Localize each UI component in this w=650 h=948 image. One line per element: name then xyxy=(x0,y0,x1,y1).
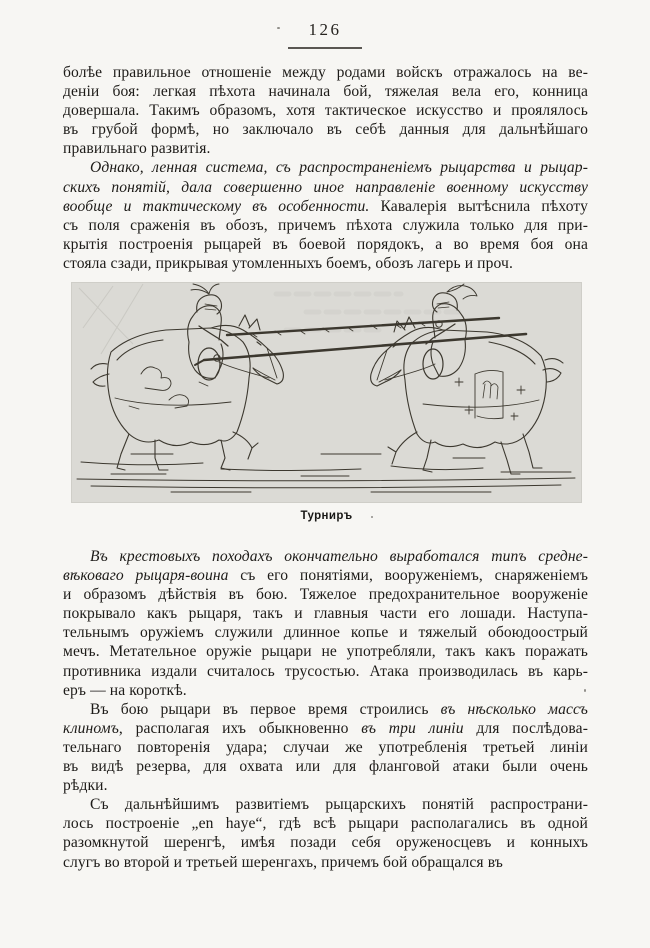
text-line xyxy=(63,63,588,82)
text-line xyxy=(63,642,588,661)
paragraph xyxy=(63,795,588,871)
scan-speck xyxy=(277,27,280,29)
text-segment: съ поля сраженія въ обозъ, причемъ пѣхота служила только для при- xyxy=(63,216,588,234)
text-line xyxy=(63,566,588,585)
text-segment: съ его понятіями, вооруженіемъ, снаряженіемъ xyxy=(228,567,589,585)
body-text-lower xyxy=(63,547,588,872)
text-segment: для послѣдова- xyxy=(463,719,588,737)
text-line xyxy=(63,623,588,642)
italic-text-segment: вѣковаго рыцаря-воина xyxy=(63,567,229,585)
text-line xyxy=(63,738,588,757)
scan-speck xyxy=(371,516,373,518)
text-line xyxy=(63,795,588,814)
text-line xyxy=(63,604,588,623)
paragraph xyxy=(63,547,588,700)
body-text-upper xyxy=(63,63,588,273)
italic-text-segment: скихъ понятій, дала совершенно иное направленіе военному искусству xyxy=(63,178,588,196)
text-line xyxy=(63,547,588,566)
text-line xyxy=(63,662,588,681)
text-segment: разомкнутой шеренгѣ, имѣя позади себя оруженосцевъ и конныхъ xyxy=(63,834,588,852)
text-segment: тельнаго повторенія удара; случаи же употребленія третьей линіи xyxy=(63,738,588,756)
text-line xyxy=(63,719,588,738)
text-segment: крытія построенія рыцарей въ боевой порядокъ, а во время боя она xyxy=(63,235,588,253)
text-segment: стояла сзади, прикрывая утомленныхъ боемъ, обозъ лагерь и проч. xyxy=(63,254,513,272)
text-segment: правильнаго развитія. xyxy=(63,140,211,158)
text-segment: деніи боя: легкая пѣхота начинала бой, тяжелая вела его, конница xyxy=(63,83,588,101)
text-segment: противника издали считалось трусостью. Атака производилась въ карь- xyxy=(63,662,588,680)
text-segment: довершала. Такимъ образомъ, хотя тактическое искусство и проялялось xyxy=(63,102,588,120)
text-segment: покрывало какъ рыцаря, такъ и главныя части его лошади. Наступа- xyxy=(63,605,588,623)
text-line xyxy=(63,235,588,254)
text-line xyxy=(63,216,588,235)
text-line xyxy=(63,681,588,700)
text-line xyxy=(63,178,588,197)
text-segment: и образомъ дѣйствія въ бою. Тяжелое предохранительное вооруженіе xyxy=(63,586,588,604)
scan-speck xyxy=(584,689,586,692)
text-segment: болѣе правильное отношеніе между родами войскъ отражалось на ве- xyxy=(63,64,588,81)
header-rule xyxy=(288,47,362,49)
paragraph xyxy=(63,158,588,273)
text-segment: слугъ во второй и третьей шеренгахъ, причемъ бой обращался въ xyxy=(63,853,503,871)
text-segment: лось построеніе „en haye“, гдѣ всѣ рыцари располагались въ одной xyxy=(63,815,588,833)
page-number: 126 xyxy=(308,20,342,39)
text-line xyxy=(63,254,588,273)
italic-text-segment: Въ крестовыхъ походахъ окончательно выработался типъ средне- xyxy=(90,548,588,565)
text-line xyxy=(63,139,588,158)
text-line xyxy=(63,158,588,177)
text-segment: Кавалерія вытѣснила пѣхоту xyxy=(369,197,588,215)
italic-text-segment: Однако, ленная система, съ распространеніемъ рыцарства и рыцар- xyxy=(90,159,588,177)
text-line xyxy=(63,833,588,852)
text-line xyxy=(63,853,588,872)
italic-text-segment: клиномъ xyxy=(63,719,119,737)
text-segment: , располагая ихъ обыкновенно xyxy=(118,719,362,737)
figure-tournament xyxy=(71,282,582,522)
text-segment: Съ дальнѣйшимъ развитіемъ рыцарскихъ понятій распространи- xyxy=(90,796,588,814)
text-segment: тельнымъ оружіемъ служили длинное копье и тяжелый обоюдоострый xyxy=(63,624,588,642)
paragraph xyxy=(63,63,588,158)
text-line xyxy=(63,776,588,795)
text-line xyxy=(63,82,588,101)
italic-text-segment: въ три линіи xyxy=(361,719,464,737)
text-line xyxy=(63,101,588,120)
text-segment: рѣдки. xyxy=(63,777,108,795)
italic-text-segment: въ нѣсколько массъ xyxy=(440,700,588,718)
italic-text-segment: вообще и тактическому въ особенности. xyxy=(63,197,370,215)
jousting-knights-engraving xyxy=(71,282,582,503)
text-segment: мечъ. Метательное оружіе рыцари не употребляли, такъ какъ поражать xyxy=(63,643,588,661)
text-segment: Въ бою рыцари въ первое время строились xyxy=(90,700,441,718)
text-line xyxy=(63,585,588,604)
text-segment: въ видѣ резерва, для охвата или для фланговой атаки были очень xyxy=(63,758,588,776)
text-line xyxy=(63,814,588,833)
text-line xyxy=(63,700,588,719)
text-line xyxy=(63,757,588,776)
paragraph xyxy=(63,700,588,795)
figure-caption: Турниръ xyxy=(300,510,353,522)
text-segment: въ грубой формѣ, но заключало въ себѣ данныя для дальнѣйшаго xyxy=(63,121,588,139)
text-line xyxy=(63,197,588,216)
text-segment: еръ — на короткѣ. xyxy=(63,681,187,699)
text-line xyxy=(63,120,588,139)
